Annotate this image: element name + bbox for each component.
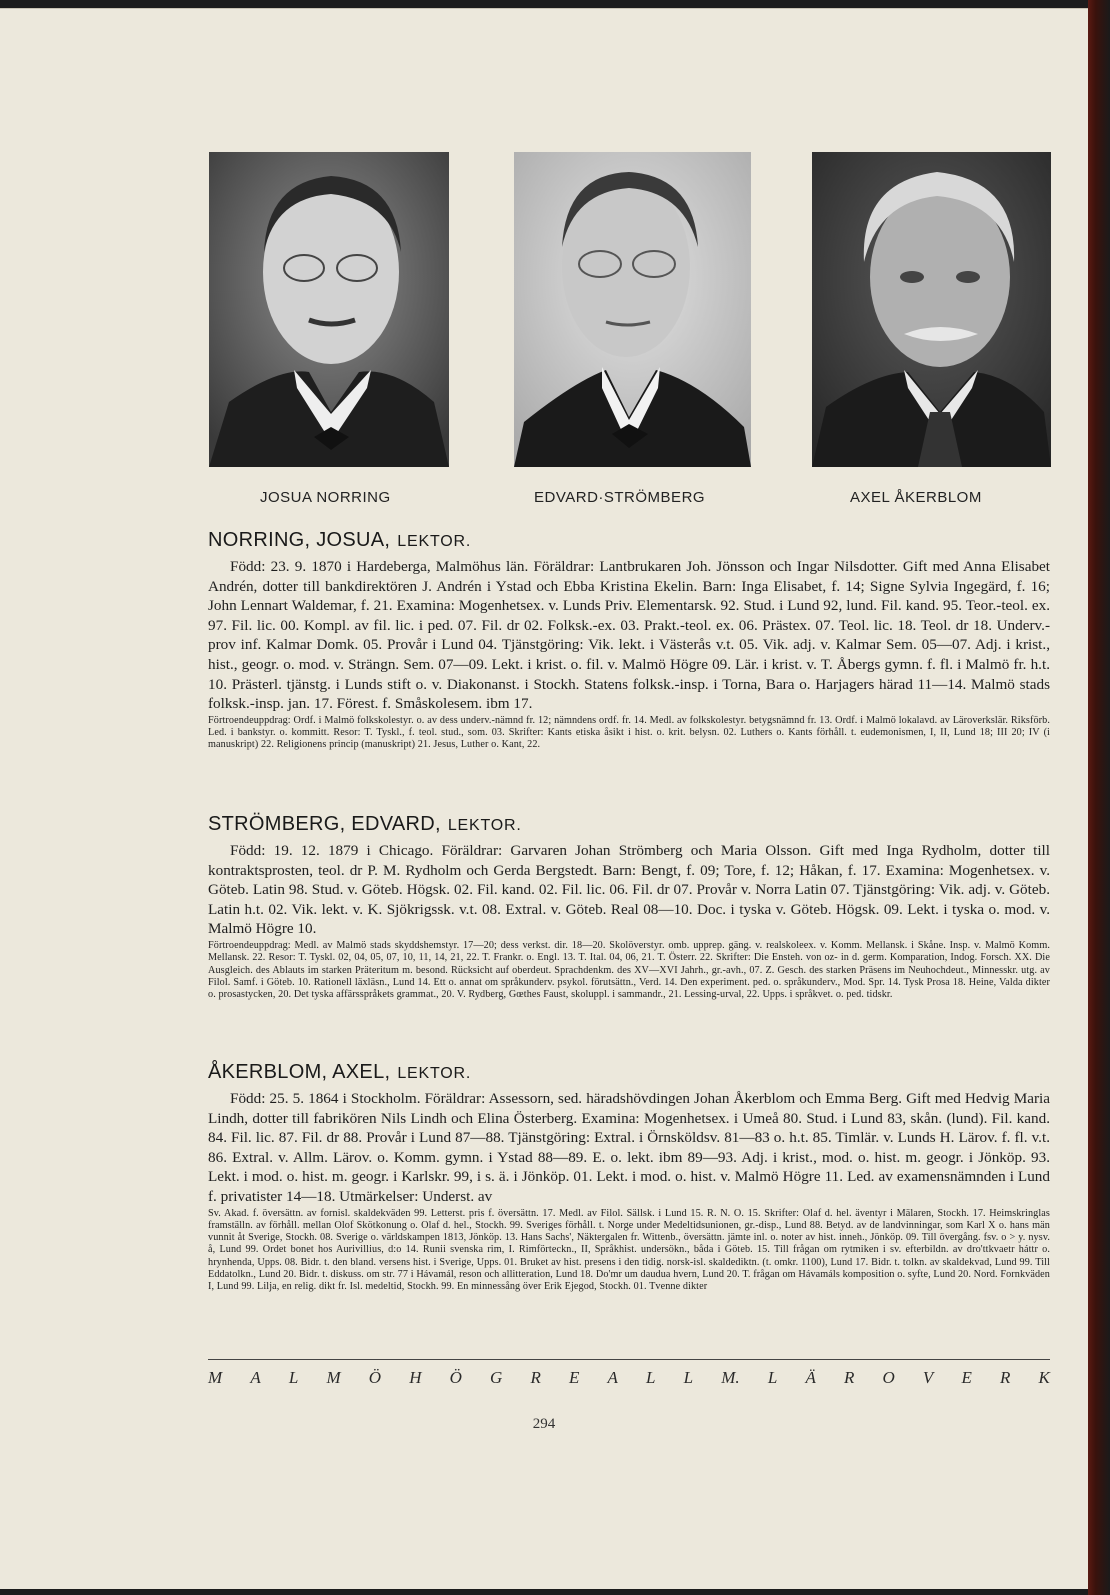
entry-heading bbox=[208, 812, 1050, 838]
entry-name: NORRING, JOSUA, bbox=[208, 529, 391, 551]
photo-caption: EDVARD·STRÖMBERG bbox=[534, 489, 706, 506]
footer-letter: L bbox=[288, 1368, 299, 1387]
photo-caption: AXEL ÅKERBLOM bbox=[850, 489, 982, 506]
footer-letter: M. bbox=[721, 1368, 740, 1387]
footer-letter: R bbox=[999, 1368, 1011, 1387]
running-footer bbox=[208, 1368, 1050, 1388]
photo-caption: JOSUA NORRING bbox=[260, 489, 391, 506]
entry-name: STRÖMBERG, EDVARD, bbox=[208, 813, 441, 835]
footer-letter: M bbox=[326, 1368, 341, 1387]
entry-body: Född: 19. 12. 1879 i Chicago. Föräldrar: Garvaren Johan Strömberg och Maria Olsson. Gift med Inga Rydholm, dotter till kontraktsprosten, teol. dr P. M. Rydholm och Gerda Bergstedt. Barn: Bengt, f. 09; Tore, f. 12; Håkan, f. 17. Examina: Mogenhetsex. v. Göteb. Latin 98. Stud. v. Göteb. Högsk. 02. Fil. kand. 02. Fil. lic. 06. Fil. dr 07. Provår v. Norra Latin 07. Tjänstgöring: Vik. adj. v. Göteb. Latin h.t. 02. Vik. lekt. v. K. Sjökrigssk. v.t. 08. Extral. v. Göteb. Real 08—10. Doc. i tyska v. Göteb. Högsk. 09. Lekt. i tyska o. mod. v. Malmö Högre 10. bbox=[208, 842, 1050, 938]
biography-entry bbox=[208, 528, 1050, 752]
page-number: 294 bbox=[532, 1416, 556, 1432]
footer-letter: L bbox=[767, 1368, 778, 1387]
entry-body: Född: 23. 9. 1870 i Hardeberga, Malmöhus län. Föräldrar: Lantbrukaren Joh. Jönsson och Ingar Nilsdotter. Gift med Anna Elisabet Andrén, dotter till bankdirektören J. Andrén i Ystad och Ebba Kristina Ekelin. Barn: Inga Elisabet, f. 14; Signe Sylvia Ingegärd, f. 16; John Lennart Waldemar, f. 21. Examina: Mogenhetsex. v. Lunds Priv. Elementarsk. 92. Stud. i Lund 92, lund. Fil. kand. 95. Teor.-teol. ex. 97. Fil. lic. 00. Kompl. av fil. lic. i ped. 07. Fil. dr 02. Folksk.-ex. 03. Prakt.-teol. ex. 06. Prästex. 07. Teol. lic. 18. Teol. dr 18. Underv.-prov inf. Kalmar Domk. 05. Provår i Lund 04. Tjänstgöring: Vik. lekt. i Västerås v.t. 05. Vik. adj. v. Kalmar Sem. 05—07. Adj. i krist., hist., geogr. o. mod. v. Strängn. Sem. 07—09. Lekt. i krist. o. fil. v. Malmö Högre 09. Lär. i krist. v. T. Åbergs gymn. f. fl. i Malmö fr. h.t. 10. Prästerl. tjänstg. i Lunds stift o. v. Diakonanst. i Stockh. Statens folksk.-insp. i Torna, Bara o. Harjagers härad 11—14. Malmö stads folksk.-insp. jan. 17. Förest. f. Småskolesem. ibm 17. bbox=[208, 558, 1050, 713]
entry-heading bbox=[208, 528, 1050, 554]
footer-letter: M bbox=[208, 1368, 223, 1387]
footer-letter: A bbox=[250, 1368, 261, 1387]
footer-letter: V bbox=[922, 1368, 934, 1387]
entry-heading bbox=[208, 1060, 1050, 1086]
book-edge bbox=[1088, 0, 1110, 1595]
portrait-photo-norring bbox=[209, 152, 449, 467]
entry-title: LEKTOR. bbox=[397, 1065, 472, 1082]
footer-letter: G bbox=[490, 1368, 503, 1387]
entry-title: LEKTOR. bbox=[397, 533, 472, 550]
footer-letter: H bbox=[409, 1368, 422, 1387]
footer-letter: E bbox=[568, 1368, 580, 1387]
footer-letter: Ö bbox=[368, 1368, 382, 1387]
portrait-photo-akerblom bbox=[812, 152, 1051, 467]
entry-title: LEKTOR. bbox=[447, 817, 522, 834]
footer-rule bbox=[208, 1359, 1050, 1360]
biography-entry bbox=[208, 1060, 1050, 1294]
footer-letter: O bbox=[882, 1368, 895, 1387]
biography-entry bbox=[208, 812, 1050, 1001]
footer-letter: L bbox=[646, 1368, 656, 1387]
footer-letter: R bbox=[530, 1368, 541, 1387]
portrait-photo-stromberg bbox=[514, 152, 751, 467]
entry-name: ÅKERBLOM, AXEL, bbox=[208, 1061, 391, 1083]
footer-letter: Ä bbox=[805, 1368, 816, 1387]
footer-letter: Ö bbox=[449, 1368, 462, 1387]
footer-letter: E bbox=[961, 1368, 972, 1387]
footer-letter: K bbox=[1038, 1368, 1050, 1387]
footer-letter: L bbox=[683, 1368, 694, 1387]
footer-letter: R bbox=[843, 1368, 855, 1387]
entry-body: Född: 25. 5. 1864 i Stockholm. Föräldrar: Assessorn, sed. häradshövdingen Johan Åkerblom och Emma Berg. Gift med Hedvig Maria Lindh, dotter till fabrikören Nils Lindh och Elina Österberg. Examina: Mogenhetsex. i Umeå 80. Stud. i Lund 83, skån. (lund). Fil. kand. 84. Fil. lic. 87. Fil. dr 88. Provår i Lund 87—88. Tjänstgöring: Extral. i Örnsköldsv. 81—83 o. h.t. 85. Timlär. v. Lunds H. Lärov. f. fl. v.t. 86. Extral. v. Allm. Lärov. o. Komm. gymn. i Ystad 88—89. E. o. lekt. ibm 89—93. Adj. i krist., mod. o. hist. m. geogr. i Jönköp. 93. Lekt. i mod. o. hist. m. geogr. i Karlskr. 99, i s. ä. i Jönköp. 01. Lekt. i mod. o. hist. v. Malmö Högre 11. Led. av examensnämnden i Lund f. privatister 14—18. Utmärkelser: Underst. av bbox=[208, 1090, 1050, 1205]
entry-details: Sv. Akad. f. översättn. av fornisl. skaldekväden 99. Letterst. pris f. översättn. 17. Medl. av Filol. Sällsk. i Lund 15. R. N. O. 15. Skrifter: Olaf d. hel. äventyr i Mälaren, Stockh. 17. Heimskringlas framställn. av förhåll. mellan Olof Skötkonung o. Olaf d. hel., Stockh. 99. Sveriges förhåll. t. Norge under Medeltidsunionen, gr.-disp., Lund 88. Betyd. av de landvinningar, som Karl X o. hans män vunnit åt Sverige, Stockh. 08. Sverige o. världskampen 1813, Jönköp. 13. Hans Sachs', Näktergalen fr. Wittenb., översättn. jämte inl. o. noter av hist. inneh., Jönköp. 09. Till övergång. fsv. o > y. nysv. å, Lund 99. Ordet bonet hos Aurivillius, d:o 14. Runii svenska rim, I. Rimförteckn., II, Språkhist. undersökn., båda i Göteb. 15. Till frågan om rytmiken i sv. efterbildn. av dro'ttkvaetr háttr o. hrynhenda, Upps. 08. Bidr. t. den bland. versens hist. i Sverige, Upps. 01. Bruket av hist. presens i den tidig. norsk-isl. skaldediktn. (t. omkr. 1100), Lund 17. Bidr. t. tolkn. av skaldekvad, Lund 99. Till Eddatolkn., Lund 20. Bidr. t. diskuss. om str. 77 i Hávamál, reson och allitteration, Lund 18. Do'mr um daudua hvern, Lund 20. T. frågan om Hávamáls komposition o. syfte, Lund 20. Nord. Fornkväden I, Lund 99. Lilja, en relig. dikt fr. Isl. medeltid, Stockh. 99. En minnessång över Erik Ejegod, Stockh. 01. Tvenne dikter bbox=[208, 1207, 1050, 1293]
entry-details: Förtroendeuppdrag: Medl. av Malmö stads skyddshemstyr. 17—20; dess verkst. dir. 18—20. Skolöverstyr. omb. upprep. gäng. v. realskoleex. v. Komm. Mellansk. i Skåne. Insp. v. Malmö Komm. Mellansk. 22. Resor: T. Tyskl. 02, 04, 05, 07, 10, 11, 14, 21, 22. T. Frankr. o. Engl. 13. T. Ital. 04, 06, 21. T. Österr. 22. Skrifter: Die Ensteh. von oz- in d. germ. Komparation, Indog. Forsch. XX. Die Ausgleich. des Ablauts im starken Präteritum m. besond. Rücksicht auf oberdeut. Sprachdenkm. des XV—XVI Jahrh., gr.-avh., 07. Z. Gesch. des starken Präsens im Neuhochdeut., Minnesskr. utg. av Filol. Samf. i Göteb. 10. Rationell läxläsn., Lund 14. Ett o. annat om språkunderv. psykol. förutsättn., Verd. 14. Den experiment. ped. o. språkunderv., Mod. Spr. 14. Tysk Prosa 18. Heine, Valda dikter o. prosastycken, 20. Det tyska affärsspråkets grammat., 20. V. Rydberg, Gœthes Faust, skoluppl. i sammandr., 21. Lessing-urval, 22. Upps. i språkvet. o. ped. tidskr. bbox=[208, 939, 1050, 1001]
entry-details: Förtroendeuppdrag: Ordf. i Malmö folkskolestyr. o. av dess underv.-nämnd fr. 12; nämndens ordf. fr. 14. Medl. av folkskolestyr. betygsnämnd fr. 13. Ordf. i Malmö lokalavd. av Läroverkslär. Riksförb. Led. i bankstyr. o. kommitt. Resor: T. Tyskl., f. teol. stud., som. 03. Skrifter: Kants etiska åsikt i hist. o. krit. belysn. 02. Luthers o. Kants förhåll. t. eudemonismen, I, II, Lund 18; III 20; IV (i manuskript) 22. Religionens princip (manuskript) 21. Jesus, Luther o. Kant, 22. bbox=[208, 714, 1050, 751]
footer-letter: A bbox=[607, 1368, 618, 1387]
